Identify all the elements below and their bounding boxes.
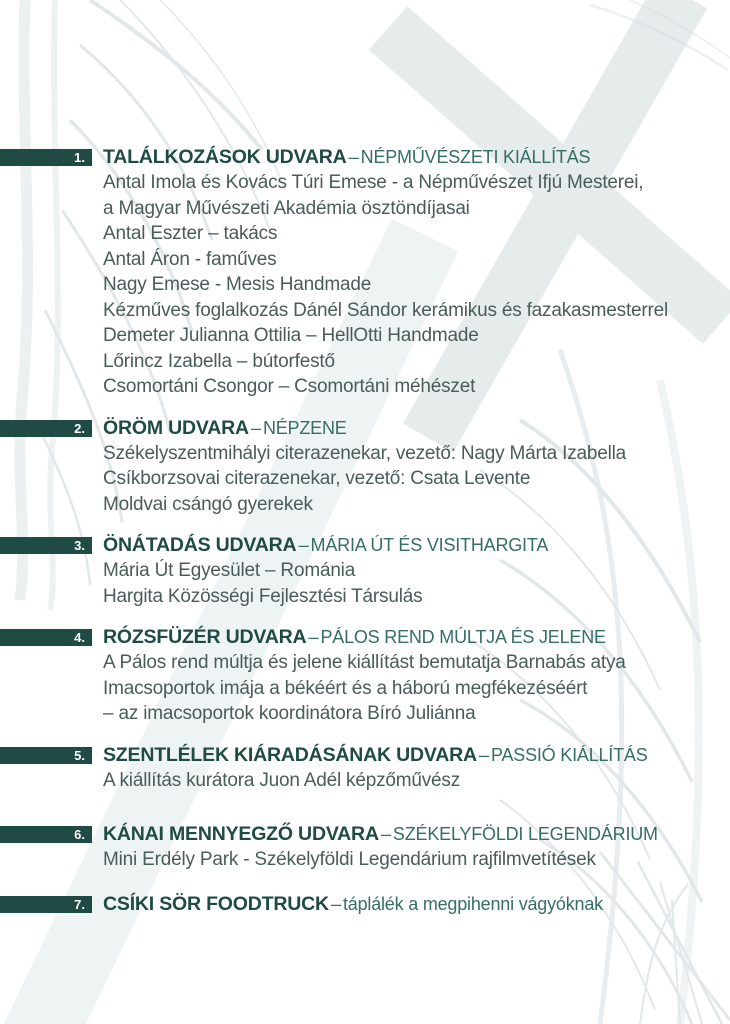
program-section (74, 532, 713, 609)
section-title: KÁNAI MENNYEGZŐ UDVARA (103, 823, 379, 845)
section-number-badge (0, 629, 92, 646)
section-lines (103, 650, 713, 727)
section-number: 4. (74, 630, 85, 645)
program-line: A kiállítás kurátora Juon Adél képzőművész (103, 769, 461, 791)
section-lines (103, 768, 713, 794)
program-line: Imacsoportok imája a békéért és a háború megfékezéséért (103, 677, 588, 699)
section-title: TALÁLKOZÁSOK UDVARA (103, 146, 347, 168)
program-section (74, 821, 713, 873)
section-number: 1. (74, 150, 85, 165)
section-title: ÖNÁTADÁS UDVARA (103, 534, 297, 556)
section-heading (103, 742, 713, 768)
section-separator: – (308, 626, 319, 647)
program-section (74, 891, 713, 917)
program-line: Nagy Emese - Mesis Handmade (103, 274, 372, 295)
section-number: 7. (74, 896, 85, 912)
section-lines (103, 441, 713, 518)
program-section (74, 624, 713, 727)
section-heading-row (74, 821, 713, 847)
section-separator: – (250, 416, 261, 438)
section-separator: – (348, 146, 359, 167)
section-number: 2. (74, 420, 85, 436)
section-heading-row (74, 144, 713, 170)
section-separator: – (380, 823, 391, 844)
section-heading (103, 532, 713, 558)
section-separator: – (330, 892, 341, 914)
section-number: 6. (74, 827, 85, 842)
program-line: Antal Eszter – takács (103, 223, 278, 244)
section-subtitle: SZÉKELYFÖLDI LEGENDÁRIUM (392, 824, 658, 844)
section-number: 3. (74, 538, 85, 553)
section-subtitle: PASSIÓ KIÁLLÍTÁS (490, 744, 648, 765)
section-number-badge (0, 420, 92, 437)
section-heading (103, 144, 713, 170)
program-list (74, 144, 713, 932)
section-subtitle: MÁRIA ÚT ÉS VISITHARGITA (310, 535, 549, 555)
program-line: Lőrincz Izabella – bútorfestő (103, 350, 335, 372)
section-lines (103, 170, 713, 400)
section-lines (103, 558, 713, 609)
program-line: Székelyszentmihályi citerazenekar, vezető: Nagy Márta Izabella (103, 442, 627, 464)
program-line: Moldvai csángó gyerekek (103, 493, 313, 515)
section-number-badge (0, 149, 92, 166)
program-line: Kézműves foglalkozás Dánél Sándor kerámikus és fazakasmesterrel (103, 299, 669, 321)
section-number-badge (0, 896, 92, 913)
section-subtitle: NÉPZENE (262, 417, 347, 438)
program-line: Mini Erdély Park - Székelyföldi Legendárium rajfilmvetítések (103, 849, 596, 870)
program-line: Hargita Közösségi Fejlesztési Társulás (103, 585, 423, 607)
section-heading (103, 891, 713, 917)
section-number: 5. (74, 747, 85, 763)
program-line: a Magyar Művészeti Akadémia ösztöndíjasai (103, 197, 470, 219)
section-number-badge (0, 537, 92, 554)
section-subtitle: táplálék a megpihenni vágyóknak (342, 893, 603, 914)
section-heading (103, 415, 713, 441)
program-section (74, 144, 713, 400)
section-title: ÖRÖM UDVARA (103, 416, 249, 439)
section-subtitle: PÁLOS REND MÚLTJA ÉS JELENE (320, 627, 606, 647)
program-line: – az imacsoportok koordinátora Bíró Juliánna (103, 703, 476, 724)
section-title: CSÍKI SÖR FOODTRUCK (103, 892, 329, 915)
section-heading-row (74, 532, 713, 558)
program-line: Antal Imola és Kovács Túri Emese - a Népművészet Ifjú Mesterei, (103, 172, 644, 193)
section-heading (103, 821, 713, 847)
section-title: RÓZSFÜZÉR UDVARA (103, 626, 307, 648)
program-line: Demeter Julianna Ottilia – HellOtti Handmade (103, 325, 479, 346)
section-subtitle: NÉPMŰVÉSZETI KIÁLLÍTÁS (360, 147, 591, 167)
section-separator: – (298, 534, 309, 555)
section-heading-row (74, 624, 713, 650)
program-line: Mária Út Egyesület – Románia (103, 560, 356, 581)
section-lines (103, 847, 713, 873)
section-heading-row (74, 891, 713, 917)
section-number-badge (0, 826, 92, 843)
program-line: Csomortáni Csongor – Csomortáni méhészet (103, 376, 476, 397)
section-heading-row (74, 415, 713, 441)
section-number-badge (0, 747, 92, 764)
section-separator: – (478, 743, 489, 765)
program-section (74, 742, 713, 794)
program-line: Antal Áron - faműves (103, 248, 277, 270)
section-heading (103, 624, 713, 650)
program-line: Csíkborzsovai citerazenekar, vezető: Csata Levente (103, 468, 531, 489)
section-heading-row (74, 742, 713, 768)
program-line: A Pálos rend múltja és jelene kiállítást bemutatja Barnabás atya (103, 652, 626, 673)
program-section (74, 415, 713, 518)
section-title: SZENTLÉLEK KIÁRADÁSÁNAK UDVARA (103, 743, 477, 766)
